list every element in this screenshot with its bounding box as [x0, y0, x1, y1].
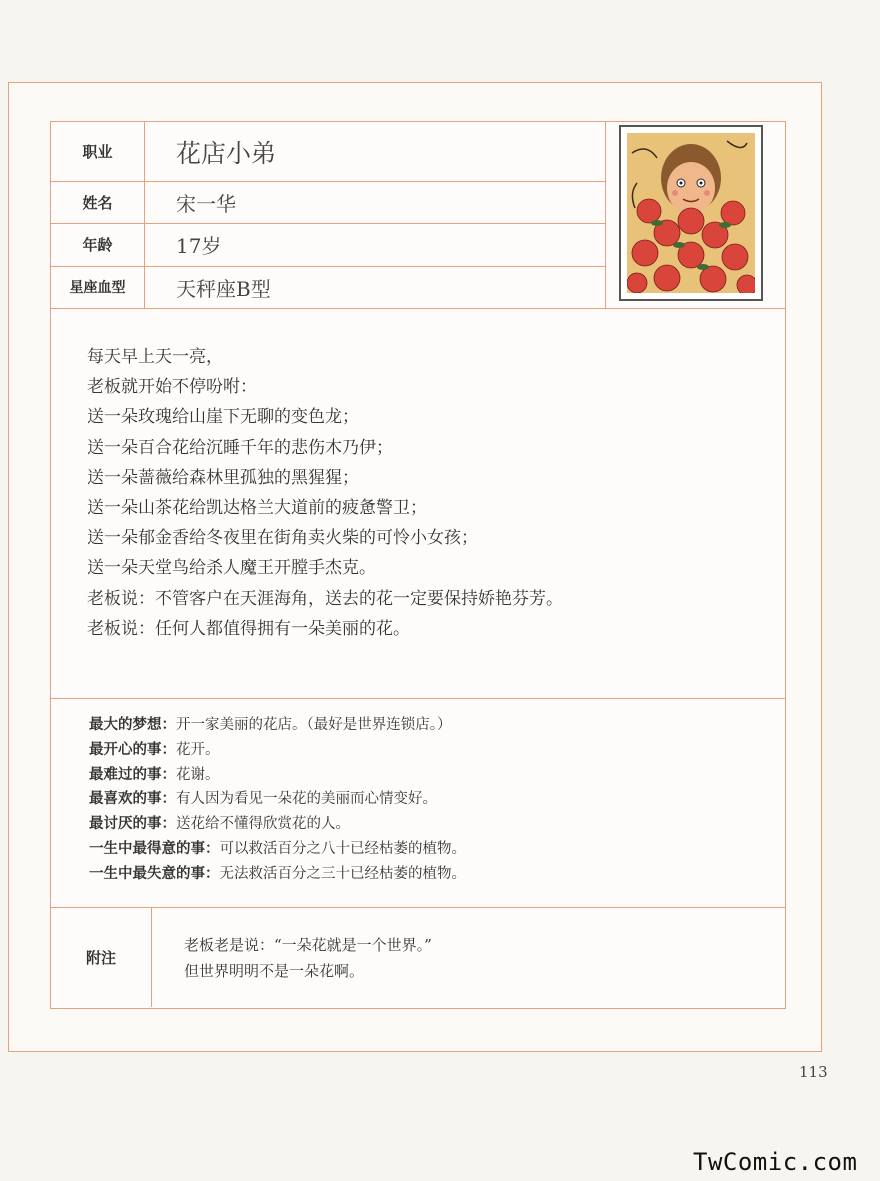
note-line: 但世界明明不是一朵花啊。	[184, 962, 365, 980]
fact-value: 有人因为看见一朵花的美丽而心情变好。	[176, 791, 437, 808]
fact-key: 最喜欢的事：	[89, 790, 176, 808]
fact-row	[89, 787, 739, 812]
sign-label: 星座血型	[69, 280, 126, 296]
section-divider	[51, 907, 785, 908]
section-divider	[51, 698, 785, 699]
fact-value: 无法救活百分之三十已经枯萎的植物。	[219, 865, 466, 882]
narrative-line: 送一朵郁金香给冬夜里在街角卖火柴的可怜小女孩；	[87, 528, 478, 549]
fact-value: 开一家美丽的花店。（最好是世界连锁店。）	[176, 717, 452, 733]
fact-key: 一生中最失意的事：	[89, 864, 220, 882]
age-label: 年龄	[82, 236, 113, 254]
narrative-line: 老板就开始不停吩咐：	[87, 377, 257, 398]
column-divider	[144, 122, 145, 308]
fact-key: 最开心的事：	[89, 740, 176, 758]
fact-key: 最讨厌的事：	[89, 815, 176, 833]
section-divider	[51, 308, 785, 309]
note-label: 附注	[85, 948, 116, 967]
fact-value: 花谢。	[176, 766, 220, 783]
column-divider	[605, 122, 606, 308]
fact-key: 一生中最得意的事：	[89, 839, 220, 857]
fact-row	[89, 713, 739, 738]
fact-row	[89, 837, 739, 862]
name-label: 姓名	[82, 193, 113, 212]
narrative-line: 送一朵玫瑰给山崖下无聊的变色龙；	[87, 407, 359, 428]
fact-row	[89, 862, 739, 887]
fact-value: 送花给不懂得欣赏花的人。	[176, 816, 350, 833]
rose-boy-image	[627, 133, 755, 293]
fact-row	[89, 812, 739, 837]
name-value: 宋一华	[176, 191, 236, 216]
watermark: TwComic.com	[693, 1148, 858, 1176]
column-divider	[151, 907, 152, 1007]
fact-value: 花开。	[176, 741, 220, 758]
page-number: 113	[799, 1063, 828, 1081]
narrative-line: 老板说：不管客户在天涯海角，送去的花一定要保持娇艳芬芳。	[87, 588, 563, 609]
narrative-line: 每天早上天一亮，	[87, 347, 223, 367]
occupation-value: 花店小弟	[176, 138, 277, 168]
narrative-line: 送一朵蔷薇给森林里孤独的黑猩猩；	[87, 467, 359, 488]
profile-card	[50, 121, 786, 1009]
facts-list	[89, 713, 739, 887]
occupation-label: 职业	[82, 143, 113, 161]
sign-value: 天秤座B型	[176, 276, 271, 301]
age-value: 17岁	[176, 234, 222, 258]
fact-key: 最难过的事：	[89, 765, 176, 783]
narrative-line: 送一朵天堂鸟给杀人魔王开膛手杰克。	[87, 558, 376, 579]
fact-value: 可以救活百分之八十已经枯萎的植物。	[219, 840, 466, 857]
narrative-line: 送一朵山茶花给凯达格兰大道前的疲惫警卫；	[87, 498, 427, 519]
narrative-line: 送一朵百合花给沉睡千年的悲伤木乃伊；	[87, 437, 393, 458]
fact-key: 最大的梦想：	[89, 716, 176, 733]
narrative-text	[87, 342, 737, 644]
note-line: 老板老是说：“一朵花就是一个世界。”	[184, 936, 432, 954]
fact-row	[89, 763, 739, 788]
narrative-line: 老板说：任何人都值得拥有一朵美丽的花。	[87, 618, 410, 639]
fact-row	[89, 738, 739, 763]
note-text	[184, 932, 432, 984]
portrait-illustration	[619, 125, 763, 301]
